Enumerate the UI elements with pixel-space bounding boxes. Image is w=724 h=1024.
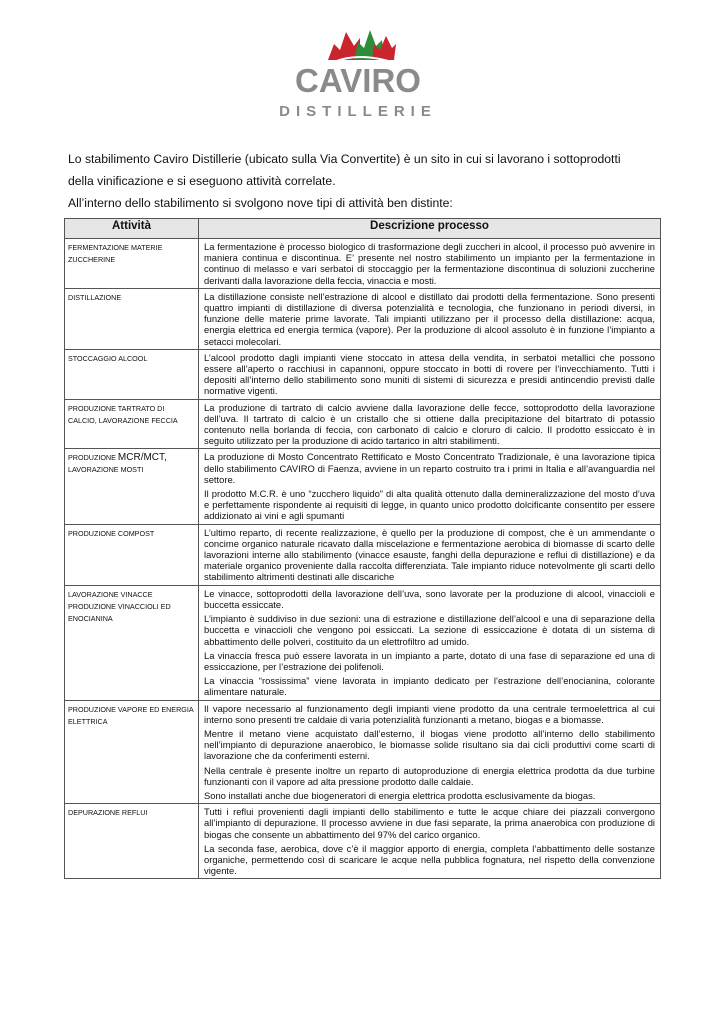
description-paragraph: La produzione di Mosto Concentrato Rettificato e Mosto Concentrato Tradizionale, è una lavorazione tipica dello stabilimento CAVIRO di Faenza, avviene in un reparto costruito tra i primi in Italia e all’avanguardia nel settore. xyxy=(204,451,655,485)
description-paragraph: La fermentazione è processo biologico di trasformazione degli zuccheri in alcool, il processo può avvenire in maniera continua e discontinua. E’ presente nel nostro stabilimento un impianto per la fermentazione in continuo di melasso e vari serbatoi di stoccaggio per la fermentazione discontinua di soluzioni zuccherine derivanti dalla lavorazione della feccia, vinaccia e mosti. xyxy=(204,241,655,286)
intro-line-2: della vinificazione e si eseguono attività correlate. xyxy=(68,174,336,188)
header-activity: Attività xyxy=(65,219,199,239)
description-paragraph: Il vapore necessario al funzionamento degli impianti viene prodotto da una centrale termoelettrica al cui interno sono presenti tre caldaie di varia potenzialità funzionanti a metano, biogas e a biomasse. xyxy=(204,702,655,725)
description-cell xyxy=(199,700,661,804)
table-row xyxy=(65,585,661,700)
activity-cell: STOCCAGGIO ALCOOL xyxy=(65,349,199,399)
description-paragraph: La distillazione consiste nell’estrazione di alcool e distillato dai prodotti della fermentazione. Sono presenti quattro impianti di distillazione di diversa potenzialità e tecnologia, che funzionano in periodi diversi, in funzione delle materie prime lavorate. Tali impianti utilizzano per il processo della distillazione: acqua, energia elettrica ed energia termica (vapore). Per la produzione di alcool assoluto è in funzione l’impianto a setacci molecolari. xyxy=(204,290,655,347)
activity-prefix: PRODUZIONE xyxy=(68,453,116,463)
table-row xyxy=(65,239,661,289)
description-cell xyxy=(199,804,661,879)
description-paragraph: L’alcool prodotto dagli impianti viene stoccato in attesa della vendita, in serbatoi metallici che possono essere all’aperto o racchiusi in capannoni, oppure stoccato in botti di rovere per l’invecchiamento. Tutti i depositi all’interno dello stabilimento sono muniti di sistemi di sicurezza e presidi antincendio previsti dalle normative vigenti. xyxy=(204,351,655,397)
description-cell xyxy=(199,288,661,349)
table-row xyxy=(65,449,661,524)
intro-text xyxy=(68,148,668,214)
header-description: Descrizione processo xyxy=(199,219,661,239)
description-paragraph: L’ultimo reparto, di recente realizzazione, è quello per la produzione di compost, che è un ammendante o concime organico naturale ricavato dalla miscelazione e fermentazione aerobica di biomasse di scarto delle lavorazioni interne allo stabilimento (vinacce esauste, fanghi della depurazione e reflui di distillazione) e da materiale organico proveniente dalla raccolta differenziata. Tale impianto riduce notevolmente gli scarti dello stabilimento altrimenti destinati alle discariche xyxy=(204,526,655,583)
description-paragraph: La vinaccia “rossissima” viene lavorata in impianto dedicato per l’estrazione dell’enocianina, colorante alimentare naturale. xyxy=(204,675,655,698)
intro-line-1: Lo stabilimento Caviro Distillerie (ubicato sulla Via Convertite) è un sito in cui si lavorano i sottoprodotti xyxy=(68,152,621,166)
table-row xyxy=(65,804,661,879)
description-paragraph: Nella centrale è presente inoltre un reparto di autoproduzione di energia elettrica prodotta da due turbine funzionanti con il vapore ad alta pressione prodotto dalle caldaie. xyxy=(204,764,655,787)
activity-cell: PRODUZIONE TARTRATO DI CALCIO, LAVORAZIONE FECCIA xyxy=(65,399,199,449)
table-row xyxy=(65,700,661,804)
description-cell xyxy=(199,524,661,585)
table-row xyxy=(65,349,661,399)
description-paragraph: La produzione di tartrato di calcio avviene dalla lavorazione delle fecce, sottoprodotto della lavorazione dell’uva. Il tartrato di calcio è un cristallo che si ottiene dalla precipitazione del bitartrato di potassio contenuto nella borlanda di feccia, con carbonato di calcio e cloruro di calcio. Il prodotto essiccato è in seguito utilizzato per la produzione di acido tartarico in altri stabilimenti. xyxy=(204,401,655,447)
table-row xyxy=(65,399,661,449)
description-cell xyxy=(199,239,661,289)
caviro-logo xyxy=(268,18,448,122)
description-paragraph: Sono installati anche due biogeneratori di energia elettrica prodotta esclusivamente da biogas. xyxy=(204,789,596,801)
table-header-row xyxy=(65,219,661,239)
description-cell xyxy=(199,585,661,700)
activity-cell: PRODUZIONE COMPOST xyxy=(65,524,199,585)
activity-code: MCR/MCT, xyxy=(117,452,167,464)
activity-rest: LAVORAZIONE MOSTI xyxy=(68,465,144,475)
description-paragraph: La seconda fase, aerobica, dove c’è il maggior apporto di energia, completa l’abbattimento delle sostanze organiche, permettendo così di scaricare le acque nella pubblica fognatura, nel rispetto della convenzione vigente. xyxy=(204,842,655,877)
description-paragraph: La vinaccia fresca può essere lavorata in un impianto a parte, dotato di una fase di separazione ed una di essiccazione, per l’estrazione dei polifenoli. xyxy=(204,649,655,672)
description-paragraph: Il prodotto M.C.R. è uno “zucchero liquido” di alta qualità ottenuto dalla demineralizzazione del mosto d’uva e perfettamente rispondente ai requisiti di legge, in quanto unico prodotto dolcificante consentito per essere addizionato ai vini e agli spumanti xyxy=(204,488,655,522)
activities-table xyxy=(64,218,661,879)
logo-brand: CAVIRO xyxy=(295,62,421,99)
description-paragraph: L’impianto è suddiviso in due sezioni: una di estrazione e distillazione dell’alcool e una di separazione della buccetta e vinaccioli che vengono poi essiccati. La sezione di essiccazione è dotata di un sistema di abbattimento delle polveri, costituito da un elettrofiltro ad umido. xyxy=(204,613,655,647)
description-cell xyxy=(199,449,661,524)
description-paragraph: Le vinacce, sottoprodotti della lavorazione dell’uva, sono lavorate per la produzione di alcool, vinaccioli e buccetta essiccate. xyxy=(204,587,655,610)
description-cell xyxy=(199,349,661,399)
intro-line-3: All’interno dello stabilimento si svolgono nove tipi di attività ben distinte: xyxy=(68,196,453,210)
description-paragraph: Mentre il metano viene acquistato dall’esterno, il biogas viene prodotto all’interno dello stabilimento nell’impianto di depurazione anaerobico, le biomasse solide risultano sia dai cicli produttivi come scarti di lavorazione che da conferimenti esterni. xyxy=(204,727,655,762)
description-paragraph: Tutti i reflui provenienti dagli impianti dello stabilimento e tutte le acque chiare dei piazzali convergono all’impianto di depurazione. Il processo avviene in due fasi separate, la prima anaerobica con produzione di biogas che consente un abbattimento del 97% del carico organico. xyxy=(204,806,655,840)
activity-cell xyxy=(65,449,199,524)
activity-cell: PRODUZIONE VAPORE ED ENERGIA ELETTRICA xyxy=(65,700,199,804)
activity-cell: DISTILLAZIONE xyxy=(65,288,199,349)
logo-sub: DISTILLERIE xyxy=(279,103,437,120)
table-row xyxy=(65,524,661,585)
activity-cell: FERMENTAZIONE MATERIE ZUCCHERINE xyxy=(65,239,199,289)
activity-cell: LAVORAZIONE VINACCE PRODUZIONE VINACCIOLI ED ENOCIANINA xyxy=(65,585,199,700)
grape-leaf-icon xyxy=(328,30,396,62)
table-row xyxy=(65,288,661,349)
activity-cell: DEPURAZIONE REFLUI xyxy=(65,804,199,879)
description-cell xyxy=(199,399,661,449)
